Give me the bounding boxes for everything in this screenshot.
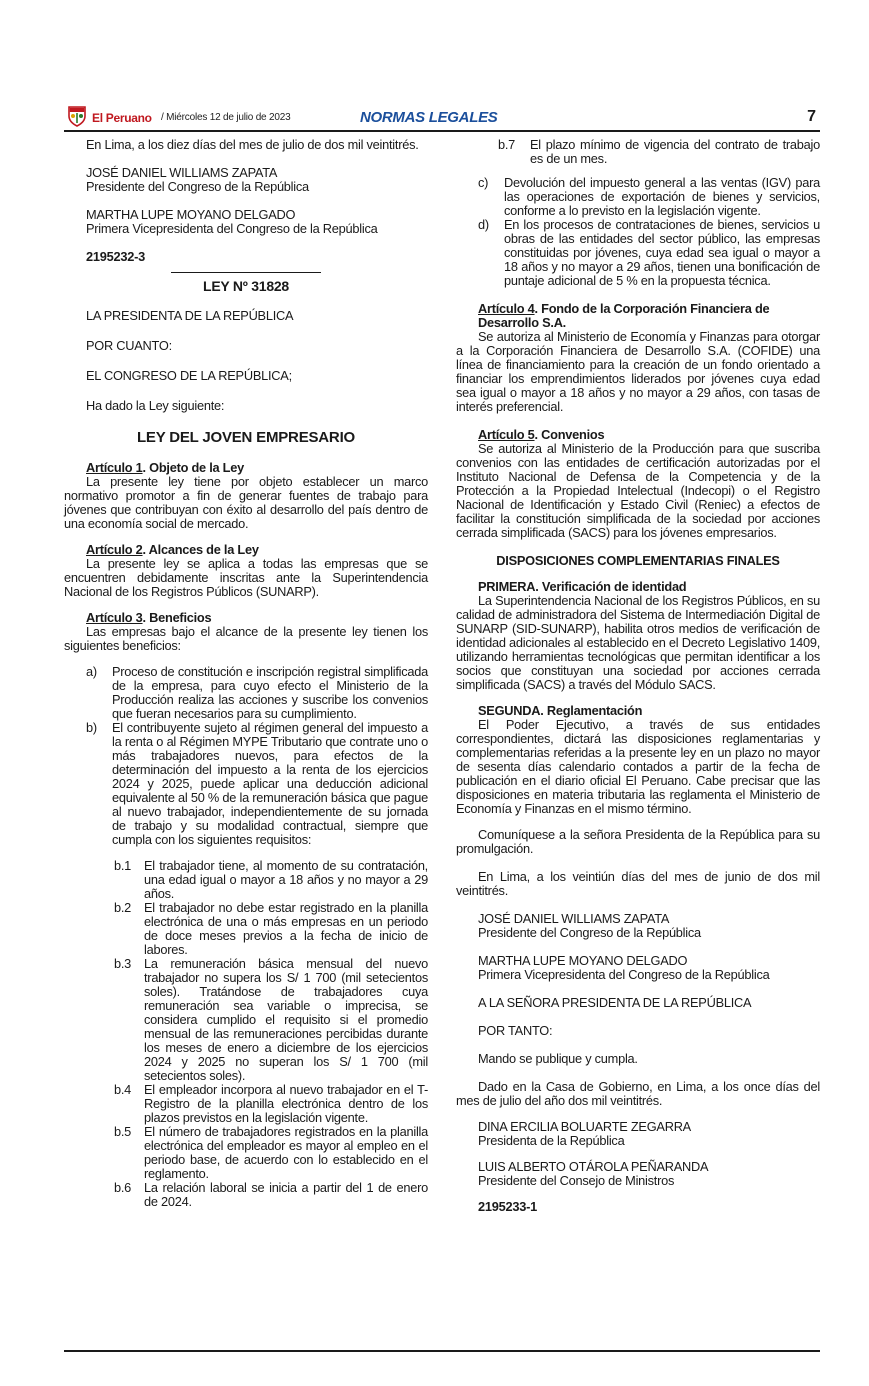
list-text: El trabajador tiene, al momento de su contratación, una edad igual o mayor a 18 años y no mayor a 29 años.	[144, 858, 428, 901]
list-marker: b.7	[498, 137, 516, 152]
list-marker: b)	[86, 720, 97, 735]
signatory-title: Presidente del Congreso de la República	[86, 179, 309, 194]
list-text: Devolución del impuesto general a las ventas (IGV) para las operaciones de exportación de bienes y servicios, conforme a lo previsto en la legislación vigente.	[504, 175, 820, 218]
header-rule	[64, 130, 820, 132]
list-item	[64, 665, 428, 721]
paragraph: POR TANTO:	[478, 1023, 553, 1038]
sub-list-item	[64, 859, 428, 901]
paragraph: POR CUANTO:	[86, 338, 172, 353]
sub-list-item	[64, 1125, 428, 1181]
sub-list-item	[64, 957, 428, 1083]
list-marker: a)	[86, 664, 97, 679]
footer-rule	[64, 1350, 820, 1352]
sub-list-item	[64, 901, 428, 957]
list-text: El contribuyente sujeto al régimen general del impuesto a la renta o al Régimen MYPE Tributario que contrate uno o más trabajadores nuevos, para efectos de la determinación del impuesto a la renta de los ejercicios 2024 y 2025, puede aplicar una deducción adicional equivalente al 50 % de la remuneración básica que pague al nuevo trabajador, independientemente de su jornada de trabajo y su modalidad contractual, siempre que cumpla con los siguientes requisitos:	[112, 720, 428, 847]
publication-date: / Miércoles 12 de julio de 2023	[161, 112, 291, 123]
signatory-name: JOSÉ DANIEL WILLIAMS ZAPATA	[86, 165, 278, 180]
paragraph: Dado en la Casa de Gobierno, en Lima, a los once días del mes de julio del año dos mil veintitrés.	[456, 1079, 820, 1108]
article-text: Se autoriza al Ministerio de Economía y Finanzas para otorgar a la Corporación Financiera de Desarrollo S.A. (COFIDE) una línea de financiamiento para la creación de un fondo orientado a financiar los emprendimientos liderados por jóvenes cuya edad sea igual o mayor a 18 años y no mayor a 29 años, con tasas de interés preferencial.	[456, 329, 820, 414]
article-title: . Convenios	[534, 427, 605, 442]
signatory-name: DINA ERCILIA BOLUARTE ZEGARRA	[478, 1119, 691, 1134]
list-item	[456, 176, 820, 218]
brand-name: El Peruano	[92, 111, 152, 125]
newspaper-page	[64, 100, 820, 1214]
article-text: Las empresas bajo el alcance de la presente ley tienen los siguientes beneficios:	[64, 624, 428, 653]
signatory-title: Presidenta de la República	[478, 1133, 625, 1148]
paragraph: En Lima, a los diez días del mes de julio de dos mil veintitrés.	[86, 137, 419, 152]
signatory-title: Primera Vicepresidenta del Congreso de la República	[478, 967, 770, 982]
article-title: . Alcances de la Ley	[142, 542, 259, 557]
article-heading	[456, 428, 820, 442]
signatory-title: Presidente del Congreso de la República	[478, 925, 701, 940]
list-item	[64, 721, 428, 847]
right-column	[456, 138, 820, 1214]
signatory-title: Primera Vicepresidenta del Congreso de la República	[86, 221, 378, 236]
paragraph: En Lima, a los veintiún días del mes de junio de dos mil veintitrés.	[456, 869, 820, 898]
article-title: . Objeto de la Ley	[142, 460, 244, 475]
law-number: LEY Nº 31828	[203, 278, 289, 294]
signatory-name: JOSÉ DANIEL WILLIAMS ZAPATA	[478, 911, 670, 926]
law-title: LEY DEL JOVEN EMPRESARIO	[136, 429, 356, 446]
paragraph: EL CONGRESO DE LA REPÚBLICA;	[86, 368, 292, 383]
list-text: El plazo mínimo de vigencia del contrato de trabajo es de un mes.	[530, 137, 820, 166]
page-header	[64, 100, 820, 134]
list-item	[456, 218, 820, 288]
list-marker: b.2	[114, 900, 132, 915]
sub-list-item	[64, 1083, 428, 1125]
article-label: Artículo 2	[86, 542, 143, 557]
sub-list-item	[64, 1181, 428, 1209]
article-heading	[456, 302, 820, 330]
list-text: El trabajador no debe estar registrado en la planilla electrónica de una o más empresas en un periodo de doce meses previos a la fecha de inicio de labores.	[144, 900, 428, 957]
provision-heading: SEGUNDA. Reglamentación	[478, 703, 643, 718]
paragraph: Comuníquese a la señora Presidenta de la República para su promulgación.	[456, 827, 820, 856]
list-marker: c)	[478, 175, 489, 190]
list-marker: b.5	[114, 1124, 132, 1139]
paragraph: A LA SEÑORA PRESIDENTA DE LA REPÚBLICA	[478, 995, 752, 1010]
provision-text: El Poder Ejecutivo, a través de sus entidades correspondientes, dictará las disposiciones reglamentarias y complementarias referidas a la presente ley en un plazo no mayor de sesenta días calendario contados a partir de la fecha de publicación en el diario oficial El Peruano. Cabe precisar que las disposiciones en materia tributaria las reglamenta el Ministerio de Economía y Finanzas en el mismo término.	[456, 717, 820, 816]
paragraph: LA PRESIDENTA DE LA REPÚBLICA	[86, 308, 294, 323]
document-code: 2195232-3	[86, 249, 145, 264]
paragraph: Mando se publique y cumpla.	[478, 1051, 638, 1066]
section-title: NORMAS LEGALES	[360, 109, 498, 126]
coat-of-arms-icon	[66, 105, 88, 127]
list-marker: d)	[478, 217, 489, 232]
document-code: 2195233-1	[478, 1199, 537, 1214]
list-text: En los procesos de contrataciones de bienes, servicios u obras de las entidades del sector público, las empresas constituidas por jóvenes, cuya edad sea igual o mayor a 18 años y no mayor a 29 años, tienen una bonificación de puntaje adicional de 5 % en la propuesta técnica.	[504, 217, 820, 288]
list-marker: b.6	[114, 1180, 132, 1195]
section-heading: DISPOSICIONES COMPLEMENTARIAS FINALES	[496, 553, 780, 568]
article-title: . Fondo de la Corporación Financiera de Desarrollo S.A.	[478, 301, 770, 330]
list-text: El empleador incorpora al nuevo trabajador en el T-Registro de la planilla electrónica dentro de los plazos previstos en la legislación vigente.	[144, 1082, 428, 1125]
signatory-name: LUIS ALBERTO OTÁROLA PEÑARANDA	[478, 1159, 709, 1174]
article-label: Artículo 3	[86, 610, 143, 625]
article-title: . Beneficios	[142, 610, 212, 625]
list-text: La relación laboral se inicia a partir del 1 de enero de 2024.	[144, 1180, 428, 1209]
provision-heading: PRIMERA. Verificación de identidad	[478, 579, 687, 594]
article-heading	[64, 543, 428, 557]
signatory-title: Presidente del Consejo de Ministros	[478, 1173, 675, 1188]
article-heading	[64, 461, 428, 475]
paragraph: Ha dado la Ley siguiente:	[86, 398, 225, 413]
article-text: La presente ley se aplica a todas las empresas que se encuentren debidamente inscritas ante la Superintendencia Nacional de los Registros Públicos (SUNARP).	[64, 556, 428, 599]
provision-text: La Superintendencia Nacional de los Registros Públicos, en su calidad de administradora del Sistema de Intermediación Digital de SUNARP (SID-SUNARP), habilita otros medios de verificación de identidad adicionales al establecido en el Decreto Legislativo 1409, utilizando herramientas tecnológicas que permitan identificar a los socios que constituyan una sociedad por acciones cerrada simplificada (SACS) a través del Módulo SACS.	[456, 593, 820, 692]
sub-list-item	[456, 138, 820, 166]
left-column	[64, 138, 428, 1209]
list-text: La remuneración básica mensual del nuevo trabajador no supera los S/ 1 700 (mil setecientos soles). Tratándose de trabajadores cuya remuneración sea variable o imprecisa, se considera cumplido el requisito si el promedio mensual de las remuneraciones percibidas durante los meses de enero a diciembre de los ejercicios 2024 y 2025 no superan los S/ 1 700 (mil setecientos soles).	[144, 956, 428, 1083]
list-marker: b.3	[114, 956, 132, 971]
article-label: Artículo 4	[478, 301, 535, 316]
article-label: Artículo 1	[86, 460, 143, 475]
list-text: El número de trabajadores registrados en la planilla electrónica del empleador es mayor al empleo en el periodo base, de acuerdo con lo establecido en el reglamento.	[144, 1124, 428, 1181]
list-marker: b.1	[114, 858, 132, 873]
signatory-name: MARTHA LUPE MOYANO DELGADO	[478, 953, 688, 968]
article-heading	[64, 611, 428, 625]
signatory-name: MARTHA LUPE MOYANO DELGADO	[86, 207, 296, 222]
article-text: La presente ley tiene por objeto establecer un marco normativo promotor a fin de generar fuentes de trabajo para jóvenes que contribuyan con éxito al desarrollo del país dentro de una economía social de mercado.	[64, 474, 428, 531]
article-text: Se autoriza al Ministerio de la Producción para que suscriba convenios con las entidades de certificación autorizadas por el Instituto Nacional de Defensa de la Competencia y de la Protección a la Propiedad Intelectual (Indecopi) o el Registro Nacional de Identificación y Estado Civil (Reniec) a efectos de facilitar la constitución simplificada de la sociedad por acciones cerrada simplificada (SACS) para los jóvenes empresarios.	[456, 441, 820, 540]
list-text: Proceso de constitución e inscripción registral simplificada de la empresa, para cuyo efecto el Ministerio de la Producción realiza las acciones y suscribe los convenios que fueran necesarios para su cumplimiento.	[112, 664, 428, 721]
article-label: Artículo 5	[478, 427, 535, 442]
page-number: 7	[807, 108, 816, 125]
list-marker: b.4	[114, 1082, 132, 1097]
